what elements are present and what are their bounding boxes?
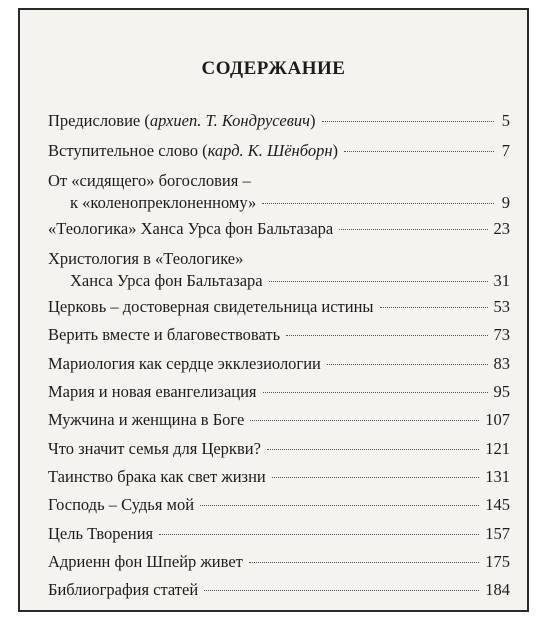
entry-title: Что значит семья для Церкви? bbox=[48, 439, 261, 458]
toc-entry-lord-judge bbox=[48, 494, 510, 516]
dot-leader bbox=[250, 420, 479, 421]
toc-entry-man-woman bbox=[48, 409, 510, 431]
entry-title-line2: Ханса Урса фон Бальтазара bbox=[70, 271, 263, 290]
page-number: 107 bbox=[485, 410, 510, 429]
entry-title-end: ) bbox=[332, 141, 339, 160]
page-number: 83 bbox=[493, 354, 510, 373]
entry-title-line1: От «сидящего» богословия – bbox=[48, 171, 251, 190]
dot-leader bbox=[267, 449, 479, 450]
toc-entry-christology bbox=[48, 248, 510, 292]
entry-title: Мужчина и женщина в Боге bbox=[48, 410, 245, 429]
dot-leader bbox=[249, 562, 479, 563]
page-number: 73 bbox=[493, 325, 510, 344]
page-number: 53 bbox=[493, 297, 510, 316]
entry-title: Мариология как сердце экклезиологии bbox=[48, 354, 321, 373]
page-number: 5 bbox=[501, 111, 510, 130]
entry-title: Верить вместе и благовествовать bbox=[48, 325, 281, 344]
page-number: 131 bbox=[485, 467, 510, 486]
toc-entry-mariology bbox=[48, 353, 510, 375]
toc-entry-believe bbox=[48, 324, 510, 346]
dot-leader bbox=[159, 534, 479, 535]
entry-title: Библиография статей bbox=[48, 580, 199, 599]
entry-title: Церковь – достоверная свидетельница истины bbox=[48, 297, 374, 316]
toc-entry-family bbox=[48, 438, 510, 460]
page-number: 121 bbox=[485, 439, 510, 458]
toc-entry-marriage bbox=[48, 466, 510, 488]
entry-author: кард. К. Шёнборн bbox=[207, 141, 333, 160]
page-number: 7 bbox=[501, 141, 510, 160]
toc-entry-adrienne bbox=[48, 551, 510, 573]
entry-title: «Теологика» Ханса Урса фон Бальтазара bbox=[48, 219, 334, 238]
toc-entry-theologic bbox=[48, 218, 510, 240]
entry-author: архиеп. Т. Кондрусевич bbox=[149, 111, 311, 130]
toc-entry-church bbox=[48, 296, 510, 318]
page-number: 157 bbox=[485, 524, 510, 543]
dot-leader bbox=[339, 229, 487, 230]
dot-leader bbox=[327, 364, 488, 365]
book-page bbox=[18, 8, 529, 612]
toc-entry-intro bbox=[48, 140, 510, 162]
page-number: 145 bbox=[485, 495, 510, 514]
entry-title: Предисловие ( bbox=[48, 111, 150, 130]
entry-title: Адриенн фон Шпейр живет bbox=[48, 552, 243, 571]
entry-title: Мария и новая евангелизация bbox=[48, 382, 257, 401]
entry-title-line1: Христология в «Теологике» bbox=[48, 249, 244, 268]
toc-title: СОДЕРЖАНИЕ bbox=[201, 58, 346, 79]
dot-leader bbox=[269, 281, 488, 282]
entry-title: Вступительное слово ( bbox=[48, 141, 208, 160]
entry-title-line2: к «коленопреклоненному» bbox=[70, 193, 257, 212]
dot-leader bbox=[272, 477, 480, 478]
entry-title: Господь – Судья мой bbox=[48, 495, 195, 514]
toc-entry-bibliography bbox=[48, 579, 510, 601]
toc-entry-mary bbox=[48, 381, 510, 403]
dot-leader bbox=[200, 505, 479, 506]
dot-leader bbox=[262, 203, 494, 204]
page-number: 9 bbox=[501, 193, 510, 212]
entry-title-end: ) bbox=[310, 111, 316, 130]
dot-leader bbox=[263, 392, 488, 393]
page-number: 23 bbox=[493, 219, 510, 238]
toc-entry-theology bbox=[48, 170, 510, 214]
dot-leader bbox=[344, 151, 494, 152]
toc-entry-creation bbox=[48, 523, 510, 545]
page-number: 95 bbox=[493, 382, 510, 401]
dot-leader bbox=[286, 335, 487, 336]
page-number: 175 bbox=[485, 552, 510, 571]
page-number: 184 bbox=[485, 580, 510, 599]
dot-leader bbox=[204, 590, 479, 591]
dot-leader bbox=[380, 307, 488, 308]
entry-title: Таинство брака как свет жизни bbox=[48, 467, 266, 486]
toc-entry-preface bbox=[48, 110, 510, 132]
page-number: 31 bbox=[493, 271, 510, 290]
dot-leader bbox=[322, 121, 494, 122]
entry-title: Цель Творения bbox=[48, 524, 154, 543]
